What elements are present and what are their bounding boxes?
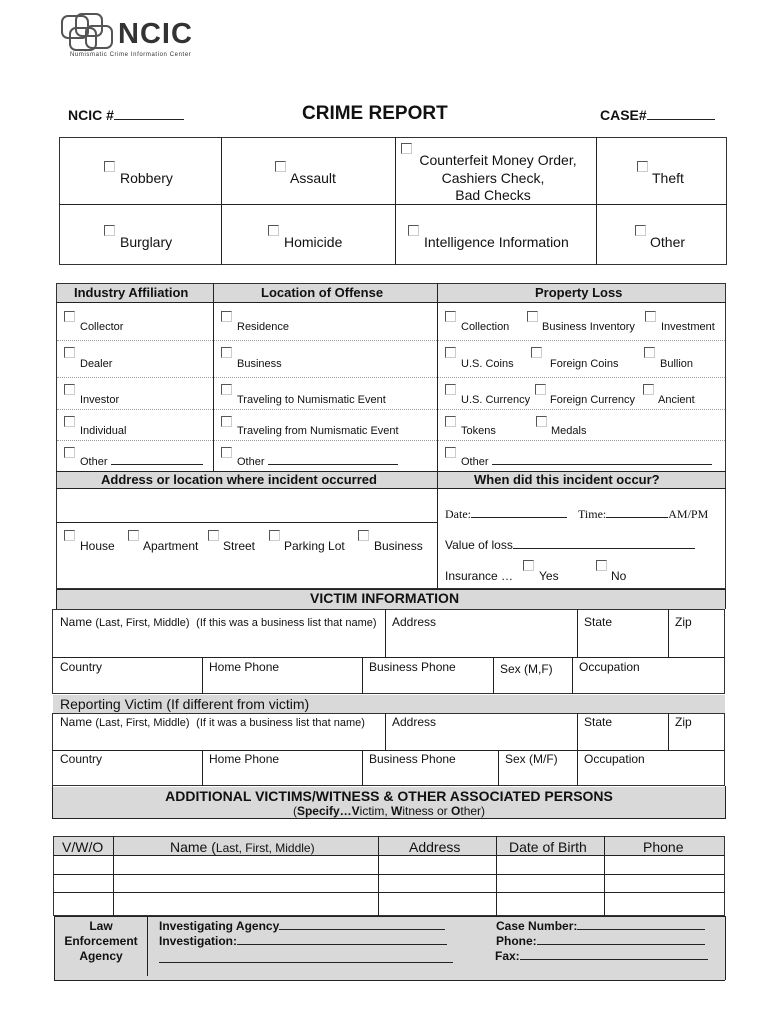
burglary-label: Burglary xyxy=(120,234,173,250)
foreign-coins-checkbox[interactable] xyxy=(531,347,542,358)
insurance-label: Insurance … xyxy=(445,569,514,583)
property-other-label: Other xyxy=(461,456,489,468)
investor-label: Investor xyxy=(80,394,120,406)
sub-o: O xyxy=(451,804,461,818)
street-checkbox[interactable] xyxy=(208,530,219,541)
col-vwo: V/W/O xyxy=(62,839,104,855)
industry-header: Industry Affiliation xyxy=(74,285,189,300)
property-header: Property Loss xyxy=(535,285,623,300)
reporting-business-phone-field[interactable]: Business Phone xyxy=(369,752,456,766)
investor-checkbox[interactable] xyxy=(64,384,75,395)
col-dob: Date of Birth xyxy=(509,839,587,855)
reporting-victim-header: Reporting Victim (If different from victim) xyxy=(60,696,310,712)
reporting-zip-field[interactable]: Zip xyxy=(675,715,692,729)
parking-lot-label: Parking Lot xyxy=(284,539,345,553)
agency-label-1: Law xyxy=(89,919,113,933)
medals-checkbox[interactable] xyxy=(536,416,547,427)
col-address: Address xyxy=(409,839,461,855)
assault-checkbox[interactable] xyxy=(275,161,286,172)
other-crime-checkbox[interactable] xyxy=(635,225,646,236)
ampm-label: AM/PM xyxy=(668,507,709,521)
residence-checkbox[interactable] xyxy=(221,311,232,322)
ancient-checkbox[interactable] xyxy=(643,384,654,395)
counterfeit-label-2: Cashiers Check, xyxy=(441,170,545,186)
individual-label: Individual xyxy=(80,425,127,437)
additional-persons-header: ADDITIONAL VICTIMS/WITNESS & OTHER ASSOCIATED PERSONS xyxy=(165,788,613,804)
logo-subtitle: Numismatic Crime Information Center xyxy=(70,52,192,58)
bullion-checkbox[interactable] xyxy=(644,347,655,358)
ancient-label: Ancient xyxy=(658,394,695,406)
business-inventory-label: Business Inventory xyxy=(542,321,635,333)
other-crime-label: Other xyxy=(650,234,686,250)
theft-label: Theft xyxy=(652,170,684,186)
collector-label: Collector xyxy=(80,321,124,333)
traveling-from-label: Traveling from Numismatic Event xyxy=(237,425,399,437)
col-name-label: Name ( xyxy=(170,839,216,855)
reporting-sex-field[interactable]: Sex (M/F) xyxy=(505,752,558,766)
intelligence-checkbox[interactable] xyxy=(408,225,419,236)
business-address-label: Business xyxy=(374,539,423,553)
victim-name-hint: (Last, First, Middle) xyxy=(95,617,190,629)
date-label: Date: xyxy=(445,507,471,521)
victim-address-field[interactable]: Address xyxy=(392,615,437,629)
incident-date-field[interactable] xyxy=(445,508,567,520)
value-of-loss-label: Value of loss xyxy=(445,538,513,552)
reporting-address-field[interactable]: Address xyxy=(392,715,437,729)
investment-checkbox[interactable] xyxy=(645,311,656,322)
value-of-loss-field[interactable] xyxy=(445,539,695,551)
case-number-agency-label: Case Number: xyxy=(496,919,578,933)
homicide-checkbox[interactable] xyxy=(268,225,279,236)
victim-occupation-field[interactable]: Occupation xyxy=(579,660,640,674)
robbery-checkbox[interactable] xyxy=(104,161,115,172)
investigating-agency-label: Investigating Agency xyxy=(159,919,280,933)
parking-lot-checkbox[interactable] xyxy=(269,530,280,541)
burglary-checkbox[interactable] xyxy=(104,225,115,236)
ncic-number-field[interactable] xyxy=(68,108,184,122)
col-name-hint: Last, First, Middle) xyxy=(215,841,315,855)
reporting-occupation-field[interactable]: Occupation xyxy=(584,752,645,766)
intelligence-label: Intelligence Information xyxy=(424,234,569,250)
investigating-agency-field[interactable] xyxy=(159,920,445,932)
assault-label: Assault xyxy=(290,170,336,186)
sub-other: ther) xyxy=(460,804,486,818)
property-other-field[interactable] xyxy=(461,457,712,468)
victim-sex-field[interactable]: Sex (M,F) xyxy=(500,662,553,676)
insurance-no-checkbox[interactable] xyxy=(596,560,607,571)
reporting-home-phone-field[interactable]: Home Phone xyxy=(209,752,280,766)
agency-label-3: Agency xyxy=(79,949,123,963)
insurance-yes-checkbox[interactable] xyxy=(523,560,534,571)
victim-name-field[interactable] xyxy=(60,616,377,629)
collection-checkbox[interactable] xyxy=(445,311,456,322)
additional-persons-subtitle: (Specify…Victim, Witness or Other) xyxy=(292,804,486,818)
us-coins-checkbox[interactable] xyxy=(445,347,456,358)
agency-phone-field[interactable] xyxy=(496,935,705,947)
victim-home-phone-field[interactable]: Home Phone xyxy=(209,660,280,674)
us-currency-checkbox[interactable] xyxy=(445,384,456,395)
victim-zip-field[interactable]: Zip xyxy=(675,615,692,629)
logo-rings-icon xyxy=(60,12,120,54)
address-location-header: Address or location where incident occurred xyxy=(101,472,377,487)
logo-name: NCIC xyxy=(118,18,193,50)
sub-w: W xyxy=(391,804,403,818)
page-title: CRIME REPORT xyxy=(302,103,448,124)
specify-text: Specify… xyxy=(296,804,352,818)
business-location-checkbox[interactable] xyxy=(221,347,232,358)
apartment-label: Apartment xyxy=(143,539,199,553)
theft-checkbox[interactable] xyxy=(637,161,648,172)
investigation-field[interactable] xyxy=(159,935,447,947)
insurance-yes-label: Yes xyxy=(539,569,559,583)
industry-other-label: Other xyxy=(80,456,108,468)
location-other-label: Other xyxy=(237,456,265,468)
ncic-logo xyxy=(60,12,220,58)
victim-info-header: VICTIM INFORMATION xyxy=(310,590,460,606)
counterfeit-label-1: Counterfeit Money Order, xyxy=(419,152,577,168)
agency-fax-label: Fax: xyxy=(495,949,520,963)
reporting-business-hint: (If it was a business list that name) xyxy=(196,717,365,729)
business-address-checkbox[interactable] xyxy=(358,530,369,541)
tokens-checkbox[interactable] xyxy=(445,416,456,427)
house-label: House xyxy=(80,539,115,553)
collector-checkbox[interactable] xyxy=(64,311,75,322)
property-other-checkbox[interactable] xyxy=(445,447,456,458)
robbery-label: Robbery xyxy=(120,170,173,186)
homicide-label: Homicide xyxy=(284,234,343,250)
agency-phone-label: Phone: xyxy=(496,934,537,948)
victim-business-hint: (If this was a business list that name) xyxy=(196,617,377,629)
victim-name-label: Name xyxy=(60,615,93,629)
industry-other-checkbox[interactable] xyxy=(64,447,75,458)
incident-time-field[interactable] xyxy=(578,508,708,520)
house-checkbox[interactable] xyxy=(64,530,75,541)
apartment-checkbox[interactable] xyxy=(128,530,139,541)
foreign-currency-checkbox[interactable] xyxy=(535,384,546,395)
agency-fax-field[interactable] xyxy=(495,950,708,962)
us-currency-label: U.S. Currency xyxy=(461,394,531,406)
residence-label: Residence xyxy=(237,321,289,333)
traveling-to-checkbox[interactable] xyxy=(221,384,232,395)
dealer-checkbox[interactable] xyxy=(64,347,75,358)
tokens-label: Tokens xyxy=(461,425,496,437)
collection-label: Collection xyxy=(461,321,510,333)
sub-victim: ictim, xyxy=(359,804,391,818)
ncic-number-label: NCIC # xyxy=(68,107,114,123)
victim-business-phone-field[interactable]: Business Phone xyxy=(369,660,456,674)
sub-v: V xyxy=(351,804,360,818)
location-header: Location of Offense xyxy=(261,285,384,300)
foreign-currency-label: Foreign Currency xyxy=(550,394,635,406)
investigation-label: Investigation: xyxy=(159,934,238,948)
bullion-label: Bullion xyxy=(660,358,694,370)
reporting-state-field[interactable]: State xyxy=(584,715,613,729)
victim-state-field[interactable]: State xyxy=(584,615,613,629)
case-number-label: CASE# xyxy=(600,107,647,123)
traveling-from-checkbox[interactable] xyxy=(221,416,232,427)
traveling-to-label: Traveling to Numismatic Event xyxy=(237,394,386,406)
location-other-field[interactable] xyxy=(237,457,398,468)
business-location-label: Business xyxy=(237,358,282,370)
agency-label-2: Enforcement xyxy=(64,934,138,948)
individual-checkbox[interactable] xyxy=(64,416,75,427)
foreign-coins-label: Foreign Coins xyxy=(550,358,619,370)
victim-country-field[interactable]: Country xyxy=(60,660,103,674)
when-header: When did this incident occur? xyxy=(474,472,660,487)
time-label: Time: xyxy=(578,507,607,521)
location-other-checkbox[interactable] xyxy=(221,447,232,458)
medals-label: Medals xyxy=(551,425,587,437)
dealer-label: Dealer xyxy=(80,358,113,370)
business-inventory-checkbox[interactable] xyxy=(527,311,538,322)
col-name xyxy=(170,840,315,854)
reporting-name-hint: (Last, First, Middle) xyxy=(95,717,190,729)
reporting-name-label: Name xyxy=(60,715,93,729)
reporting-country-field[interactable]: Country xyxy=(60,752,103,766)
counterfeit-label-3: Bad Checks xyxy=(455,187,531,203)
street-label: Street xyxy=(223,539,256,553)
reporting-name-field[interactable] xyxy=(60,716,365,729)
case-number-field[interactable] xyxy=(600,108,715,122)
investment-label: Investment xyxy=(661,321,715,333)
sub-witness: itness or xyxy=(402,804,452,818)
insurance-no-label: No xyxy=(611,569,627,583)
col-phone: Phone xyxy=(643,839,684,855)
us-coins-label: U.S. Coins xyxy=(461,358,514,370)
case-number-agency-field[interactable] xyxy=(496,920,705,932)
industry-other-field[interactable] xyxy=(80,457,203,468)
